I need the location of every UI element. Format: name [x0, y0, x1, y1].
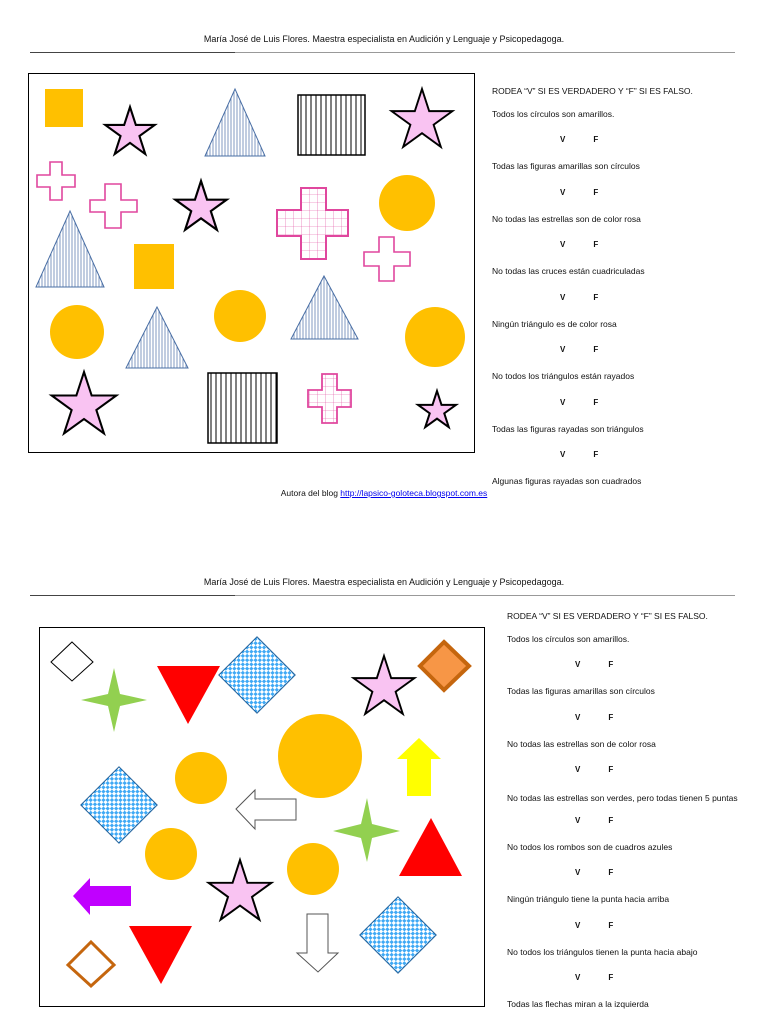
answer-row [492, 346, 742, 354]
question-text: No todas las estrellas son verdes, pero todas tienen 5 puntas [507, 793, 738, 803]
striped-square-shape [208, 373, 277, 443]
true-option[interactable]: V [560, 450, 566, 459]
true-option[interactable]: V [560, 135, 566, 144]
question-text: Ningún triángulo es de color rosa [492, 318, 617, 329]
shapes-panel-1 [28, 73, 475, 453]
blog-link[interactable]: http://lapsico-goloteca.blogspot.com.es [340, 488, 488, 498]
question-text: Todos los círculos son amarillos. [507, 633, 630, 644]
yellow-circle-shape [145, 828, 197, 880]
answer-row [492, 189, 742, 197]
false-option[interactable]: F [593, 397, 599, 407]
question-text: No todas las estrellas son de color rosa [507, 738, 656, 749]
pink-star-shape [418, 391, 456, 427]
yellow-circle-shape [214, 290, 266, 342]
question-text: Todas las figuras amarillas son círculos [507, 686, 655, 696]
true-option[interactable]: V [560, 240, 566, 249]
false-option[interactable]: F [593, 135, 599, 144]
yellow-circle-shape [50, 305, 104, 359]
answer-row [507, 661, 752, 669]
yellow-circle-shape [175, 752, 227, 804]
purple-left-arrow-shape [73, 878, 131, 915]
question-text: Todas las flechas miran a la izquierda [507, 999, 649, 1010]
answer-row [492, 294, 742, 302]
green-star-shape [81, 668, 147, 732]
question-text: No todos los triángulos tienen la punta hacia abajo [507, 946, 698, 957]
true-option[interactable]: V [560, 397, 566, 407]
blue-checker-diamond-shape [219, 637, 295, 713]
pink-star-shape [209, 860, 272, 920]
questions-panel-2 [507, 612, 752, 1009]
yellow-square-shape [45, 89, 83, 127]
answer-row [492, 241, 742, 249]
pink-star-shape [52, 372, 117, 434]
question-text: Todas las figuras rayadas son triángulos [492, 423, 644, 434]
answer-row [507, 817, 752, 825]
red-triangle-shape [129, 926, 192, 984]
question-text: No todas las estrellas son de color rosa [492, 213, 641, 224]
question-text: Todas las figuras amarillas son círculos [492, 161, 640, 171]
orange-diamond-shape [420, 642, 469, 690]
shapes-panel-2 [39, 627, 485, 1007]
striped-triangle-shape [205, 89, 265, 156]
question-text: No todos los rombos son de cuadros azules [507, 841, 673, 852]
yellow-circle-shape [287, 843, 339, 895]
answer-row [507, 974, 752, 982]
pink-star-shape [105, 107, 154, 154]
false-option[interactable]: F [608, 712, 614, 722]
white-down-arrow-shape [297, 914, 338, 972]
red-triangle-shape [399, 818, 462, 876]
false-option[interactable]: F [608, 920, 614, 930]
white-left-arrow-shape [236, 790, 296, 829]
false-option[interactable]: F [608, 868, 614, 878]
striped-triangle-shape [126, 307, 188, 368]
page-header-author: María José de Luis Flores. Maestra especialista en Audición y Lenguaje y Psicopedagoga. [203, 577, 565, 587]
false-option[interactable]: F [593, 450, 599, 459]
yellow-circle-shape [379, 175, 435, 231]
yellow-up-arrow-shape [397, 738, 441, 796]
answer-row [492, 451, 742, 459]
true-option[interactable]: V [575, 765, 581, 774]
false-option[interactable]: F [608, 973, 614, 983]
false-option[interactable]: F [593, 240, 599, 249]
blue-checker-diamond-shape [360, 897, 436, 973]
true-option[interactable]: V [575, 920, 581, 930]
true-option[interactable]: V [575, 868, 581, 878]
true-option[interactable]: V [575, 660, 581, 669]
blog-label: Autora del blog [280, 488, 341, 498]
striped-triangle-shape [291, 276, 358, 339]
instruction-text: RODEA “V” SI ES VERDADERO Y “F” SI ES FALSO. [507, 611, 708, 621]
false-option[interactable]: F [593, 187, 599, 197]
blog-credit [0, 488, 768, 498]
striped-square-shape [298, 95, 365, 155]
green-star-shape [333, 798, 400, 862]
true-option[interactable]: V [575, 815, 581, 825]
pink-cross-shape [37, 162, 75, 200]
answer-row [507, 714, 752, 722]
question-text: Algunas figuras rayadas son cuadrados [492, 476, 642, 486]
answer-row [507, 869, 752, 877]
true-option[interactable]: V [560, 292, 566, 302]
false-option[interactable]: F [593, 292, 599, 302]
pink-star-shape [175, 181, 226, 230]
true-option[interactable]: V [575, 973, 581, 983]
false-option[interactable]: F [593, 345, 599, 354]
instruction-text: RODEA “V” SI ES VERDADERO Y “F” SI ES FALSO. [492, 86, 693, 96]
pink-cross-shape [364, 237, 410, 281]
question-text: Ningún triángulo tiene la punta hacia arriba [507, 894, 670, 905]
question-text: No todos los triángulos están rayados [492, 371, 635, 381]
questions-panel-1 [492, 87, 742, 486]
true-option[interactable]: V [575, 712, 581, 722]
yellow-circle-shape [405, 307, 465, 367]
answer-row [492, 136, 742, 144]
question-text: No todas las cruces están cuadriculadas [492, 266, 645, 276]
brown-outline-diamond-shape [68, 942, 114, 986]
pink-star-shape [354, 656, 415, 714]
header-divider [30, 52, 735, 53]
yellow-circle-shape [278, 714, 362, 798]
striped-triangle-shape [36, 211, 104, 287]
blue-checker-diamond-shape [81, 767, 157, 843]
false-option[interactable]: F [608, 765, 614, 774]
pink-cross-shape [90, 184, 137, 228]
pink-cross-shape [277, 188, 348, 259]
pink-cross-shape [308, 374, 351, 423]
red-triangle-shape [157, 666, 220, 724]
answer-row [507, 766, 752, 774]
page-header-author: María José de Luis Flores. Maestra especialista en Audición y Lenguaje y Psicopedagoga. [203, 34, 565, 44]
true-option[interactable]: V [560, 345, 566, 354]
answer-row [492, 399, 742, 407]
header-divider [30, 595, 735, 596]
answer-row [507, 922, 752, 930]
yellow-square-shape [134, 244, 174, 289]
false-option[interactable]: F [608, 660, 614, 669]
white-diamond-shape [51, 642, 93, 681]
true-option[interactable]: V [560, 187, 566, 197]
question-text: Todos los círculos son amarillos. [492, 108, 615, 119]
pink-star-shape [392, 89, 453, 147]
false-option[interactable]: F [608, 815, 614, 825]
